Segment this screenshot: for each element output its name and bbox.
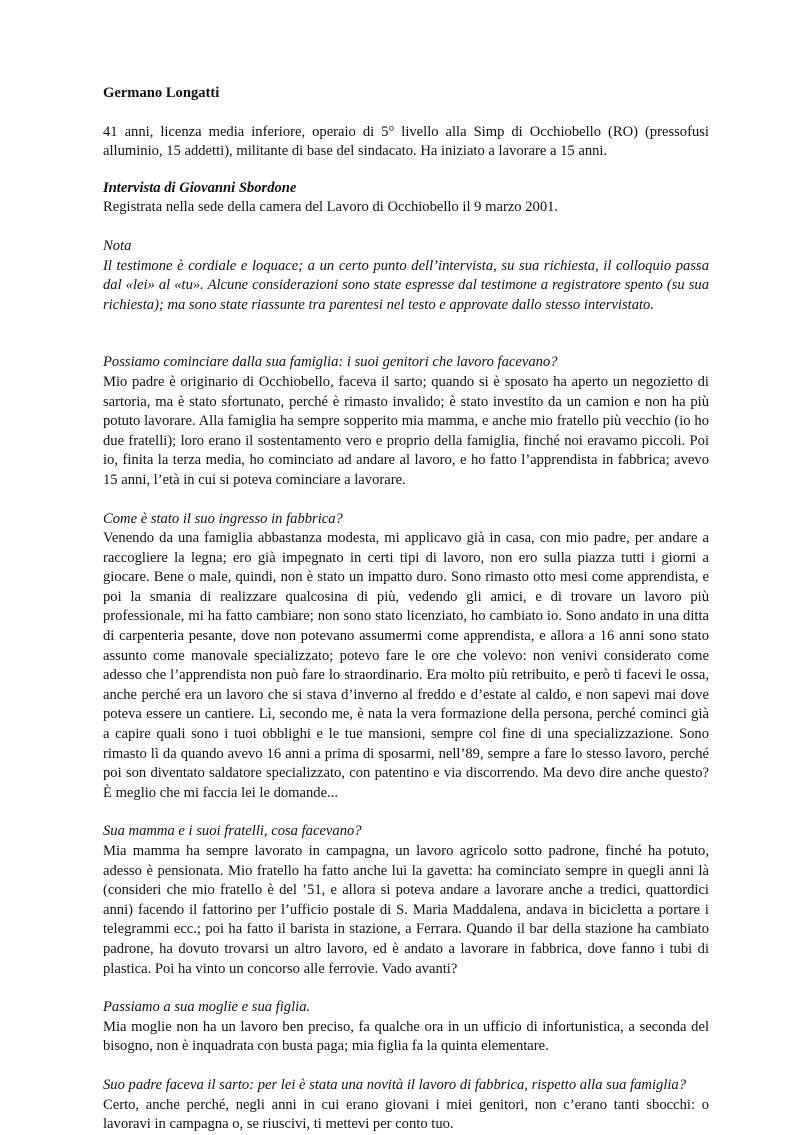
answer: Mio padre è originario di Occhiobello, faceva il sarto; quando si è sposato ha aperto un negozietto di sartoria, ma è stato sfortunato, perché è rimasto invalido; è stato investito da un camion e non ha più potuto lavorare. Alla famiglia ha sempre sopperito mia mamma, e anche mio fratello più vecchio (io ho due fratelli); loro erano il sostentamento vero e proprio della famiglia, finché noi eravamo piccoli. Poi io, finita la terza media, ho cominciato ad andare al lavoro, e ho fatto l’apprendista in fabbrica; avevo 15 anni, l’età in cui si poteva cominciare a lavorare.	[103, 373, 709, 488]
interviewer-line: Intervista di Giovanni Sbordone	[103, 179, 297, 196]
qa-section	[103, 998, 709, 1057]
interviewee-bio: 41 anni, licenza media inferiore, operaio di 5° livello alla Simp di Occhiobello (RO) (pressofusi alluminio, 15 addetti), militante di base del sindacato. Ha iniziato a lavorare a 15 anni.	[103, 123, 709, 160]
answer: Venendo da una famiglia abbastanza modesta, mi applicavo già in casa, con mio padre, per andare a raccogliere la legna; ero già impegnato in certi tipi di lavoro, non ero sulla piazza tutti i giorni a giocare. Bene o male, quindi, non è stato un impatto duro. Sono rimasto otto mesi come apprendista, e poi la smania di realizzare qualcosina di più, vedendo gli amici, e di trovare un lavoro più professionale, mi ha fatto cambiare; non sono stato licenziato, ho cambiato io. Sono andato in una ditta di carpenteria pesante, dove non potevano assumermi come apprendista, e allora a 16 anni sono stato assunto come manovale specializzato; potevo fare le ore che volevo: non venivi considerato come adesso che l’apprendista non può fare lo straordinario. Era molto più retribuito, e però ti facevi le ossa, anche perché era un lavoro che si stava d’inverno al freddo e d’estate al caldo, e non sapevi mai dove poteva essere un cantiere. Lì, secondo me, è nata la vera formazione della persona, perché cominci già a capire quali sono i tuoi obblighi e le tue mansioni, sempre col fine di una specializzazione. Sono rimasto lì da quando avevo 16 anni a prima di sposarmi, nell’89, sempre a fare lo stesso lavoro, perché poi son diventato saldatore specializzato, con patentino e via discorrendo. Ma devo dire anche questo? È meglio che mi faccia lei le domande...	[103, 530, 709, 801]
qa-section	[103, 1076, 709, 1135]
qa-section	[103, 353, 709, 490]
interviewee-name: Germano Longatti	[103, 85, 220, 101]
qa-section	[103, 510, 709, 804]
answer: Mia moglie non ha un lavoro ben preciso, fa qualche ora in un ufficio di infortunistica, a seconda del bisogno, non è inquadrata con busta paga; mia figlia fa la quinta elementare.	[103, 1018, 709, 1055]
question: Possiamo cominciare dalla sua famiglia: i suoi genitori che lavoro facevano?	[103, 354, 558, 371]
question: Come è stato il suo ingresso in fabbrica?	[103, 510, 343, 527]
answer: Certo, anche perché, negli anni in cui erano giovani i miei genitori, non c’erano tanti sbocchi: o lavoravi in campagna o, se riuscivi, ti mettevi per conto tuo.	[103, 1096, 709, 1133]
qa-section	[103, 822, 709, 979]
recording-info: Registrata nella sede della camera del Lavoro di Occhiobello il 9 marzo 2001.	[103, 199, 559, 216]
question: Sua mamma e i suoi fratelli, cosa facevano?	[103, 823, 362, 840]
note-text: Il testimone è cordiale e loquace; a un certo punto dell’intervista, su sua richiesta, il colloquio passa dal «lei» al «tu». Alcune considerazioni sono state espresse dal testimone a registratore spento (su sua richiesta); ma sono state riassunte tra parentesi nel testo e approvate dallo stesso intervistato.	[103, 257, 709, 313]
answer: Mia mamma ha sempre lavorato in campagna, un lavoro agricolo sotto padrone, finché ha potuto, adesso è pensionata. Mio fratello ha fatto anche lui la gavetta: ha cominciato sempre in quegli anni là (consideri che mio fratello è del ’51, e allora si poteva andare a lavorare anche a tredici, quattordici anni) facendo il fattorino per l’ufficio postale di S. Maria Maddalena, andava in bicicletta a portare i telegrammi ecc.; poi ha fatto il barista in stazione, a Ferrara. Quando il bar della stazione ha cambiato padrone, ha dovuto trovarsi un altro lavoro, ed è andato a lavorare in fabbrica, dove fanno i tubi di plastica. Poi ha vinto un concorso alle ferrovie. Vado avanti?	[103, 843, 709, 977]
question: Suo padre faceva il sarto: per lei è stata una novità il lavoro di fabbrica, rispetto alla sua famiglia?	[103, 1076, 687, 1093]
note-label: Nota	[103, 237, 132, 254]
question: Passiamo a sua moglie e sua figlia.	[103, 999, 311, 1016]
